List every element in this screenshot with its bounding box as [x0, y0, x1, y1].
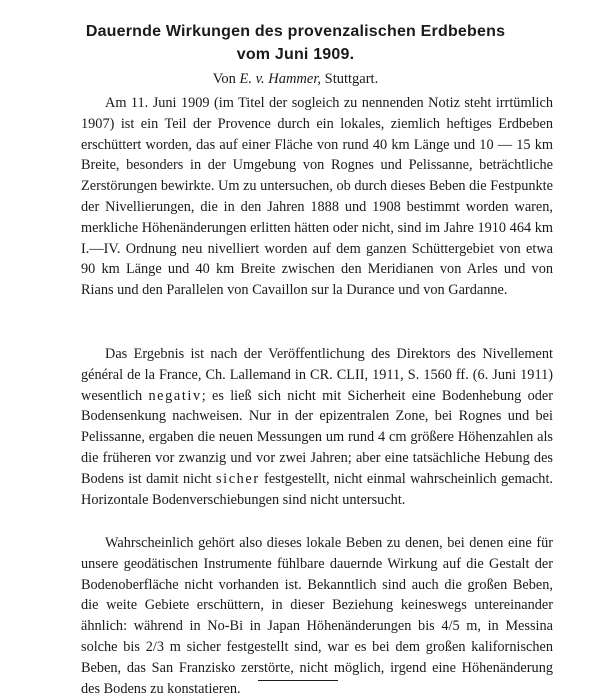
emphasis-sicher: sicher: [215, 470, 260, 487]
article-title-line-2: vom Juni 1909.: [236, 46, 355, 63]
byline-prefix: Von: [212, 71, 240, 87]
paragraph-2-part-a: Das Ergebnis ist nach der Veröffentlichung des Direktors des Nivellement général de la France, Ch. Lallemand in CR. CLII, 1911, S. 1560 ff. (6. Juni 1911) wesentlich: [81, 346, 553, 404]
article-title-line-1: Dauernde Wirkungen des provenzalischen Erdbebens: [85, 23, 506, 40]
end-rule: [258, 680, 338, 681]
byline: [0, 70, 591, 88]
paragraph-3: Wahrscheinlich gehört also dieses lokale Beben zu denen, bei denen eine für unsere geodätischen Instrumente fühlbare dauernde Wirkung auf die Gestalt der Bodenoberfläche nicht vorhanden ist. Bekanntlich sind auch die großen Beben, die weite Gebiete erschüttern, in dieser Beziehung keineswegs untereinander ähnlich: während in No-Bi in Japan Höhenänderungen bis 4/5 m, in Messina solche bis 2/3 m sicher festgestellt sind, war es bei dem großen kalifornischen Beben, das San Franzisko zerstörte, nicht möglich, irgend eine Höhenänderung des Bodens zu konstatieren.: [81, 535, 553, 697]
paragraph-2: [81, 344, 553, 510]
paragraph-1: Am 11. Juni 1909 (im Titel der sogleich zu nennenden Notiz steht irrtümlich 1907) ist ein Teil der Provence durch ein lokales, ziemlich heftiges Erdbeben erschüttert worden, das auf einer Fläche von rund 40 km Länge und 10 — 15 km Breite, besonders in der Umgebung von Rognes und Pelissanne, beträchtliche Zerstörungen bewirkte. Um zu untersuchen, ob durch dieses Beben die Festpunkte der Nivellierungen, die in den Jahren 1888 und 1908 bestimmt worden waren, merkliche Höhenänderungen erlitten hätten oder nicht, sind im Jahre 1910 464 km I.—IV. Ordnung neu nivelliert worden auf dem ganzen Schüttergebiet von etwa 90 km Länge und 40 km Breite zwischen den Meridianen von Arles und von Rians und den Parallelen von Cavaillon sur la Durance und von Gardanne.: [81, 95, 553, 299]
paragraph-2-part-c: festgestellt, nicht einmal wahrscheinlich gemacht. Horizontale Bodenverschiebungen sind nicht untersucht.: [81, 470, 553, 508]
author-name: E. v. Hammer,: [239, 71, 321, 87]
emphasis-negativ: negativ: [148, 387, 202, 404]
author-place: Stuttgart.: [321, 71, 379, 87]
paragraph-2-part-b: ; es ließ sich nicht mit Sicherheit eine Bodenhebung oder Bodensenkung nachweisen. Nur in der epizentralen Zone, bei Rognes und bei Pelissanne, ergaben die neuen Messungen um rund 4 cm größere Höhenzahlen als die früheren vor zwanzig und vor zwei Jahren; aber eine tatsächliche Hebung des Bodens ist damit nicht: [81, 387, 553, 487]
